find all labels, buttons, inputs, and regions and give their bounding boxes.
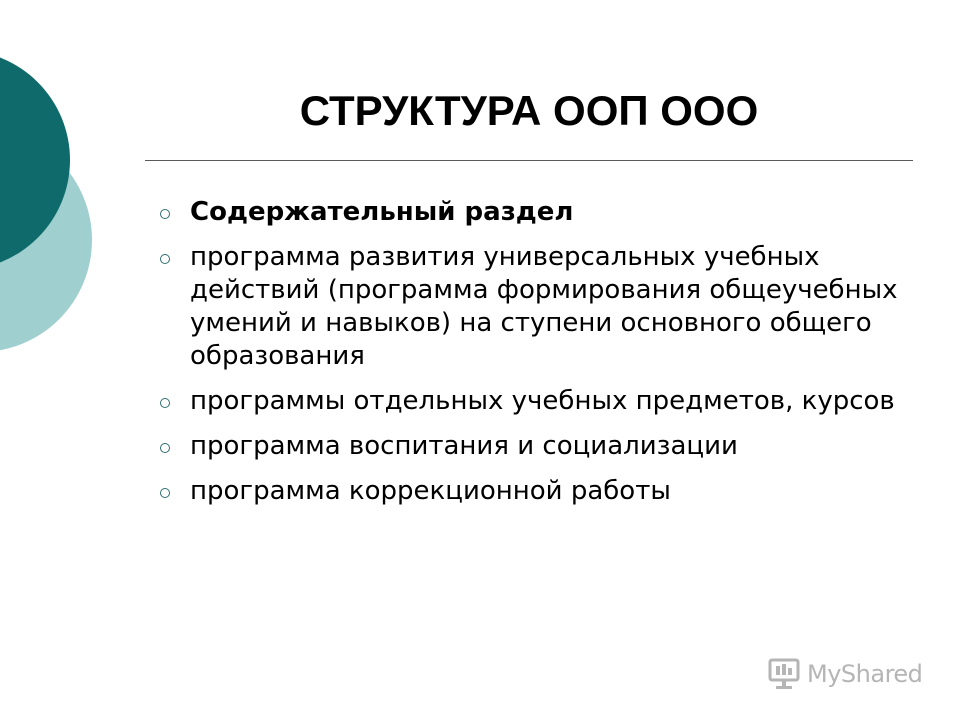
circle-bullet-icon xyxy=(160,209,170,219)
bullet-item xyxy=(160,196,900,229)
circle-bullet-icon xyxy=(160,488,170,498)
circle-bullet-icon xyxy=(160,443,170,453)
slide-title: СТРУКТУРА ООП ООО xyxy=(299,87,759,134)
bullet-text: программа воспитания и социализации xyxy=(190,431,738,461)
monitor-presentation-icon xyxy=(767,657,801,691)
bullet-item xyxy=(160,385,900,418)
circle-bullet-icon xyxy=(160,398,170,408)
decorative-circles xyxy=(0,0,110,400)
bullet-text: программа коррекционной работы xyxy=(190,476,671,506)
bullet-item xyxy=(160,241,900,373)
watermark-text: MyShared xyxy=(807,660,923,688)
title-divider xyxy=(145,160,913,161)
bullet-text: программы отдельных учебных предметов, курсов xyxy=(190,386,895,416)
circle-bullet-icon xyxy=(160,254,170,264)
bullet-text: Содержательный раздел xyxy=(190,197,574,227)
bullet-item xyxy=(160,430,900,463)
bullet-item xyxy=(160,475,900,508)
bullet-text: программа развития универсальных учебных действий (программа формирования общеучебных умений и навыков) на ступени основного общего образования xyxy=(190,242,898,371)
bullet-list xyxy=(160,196,900,520)
myshared-watermark xyxy=(767,655,922,693)
